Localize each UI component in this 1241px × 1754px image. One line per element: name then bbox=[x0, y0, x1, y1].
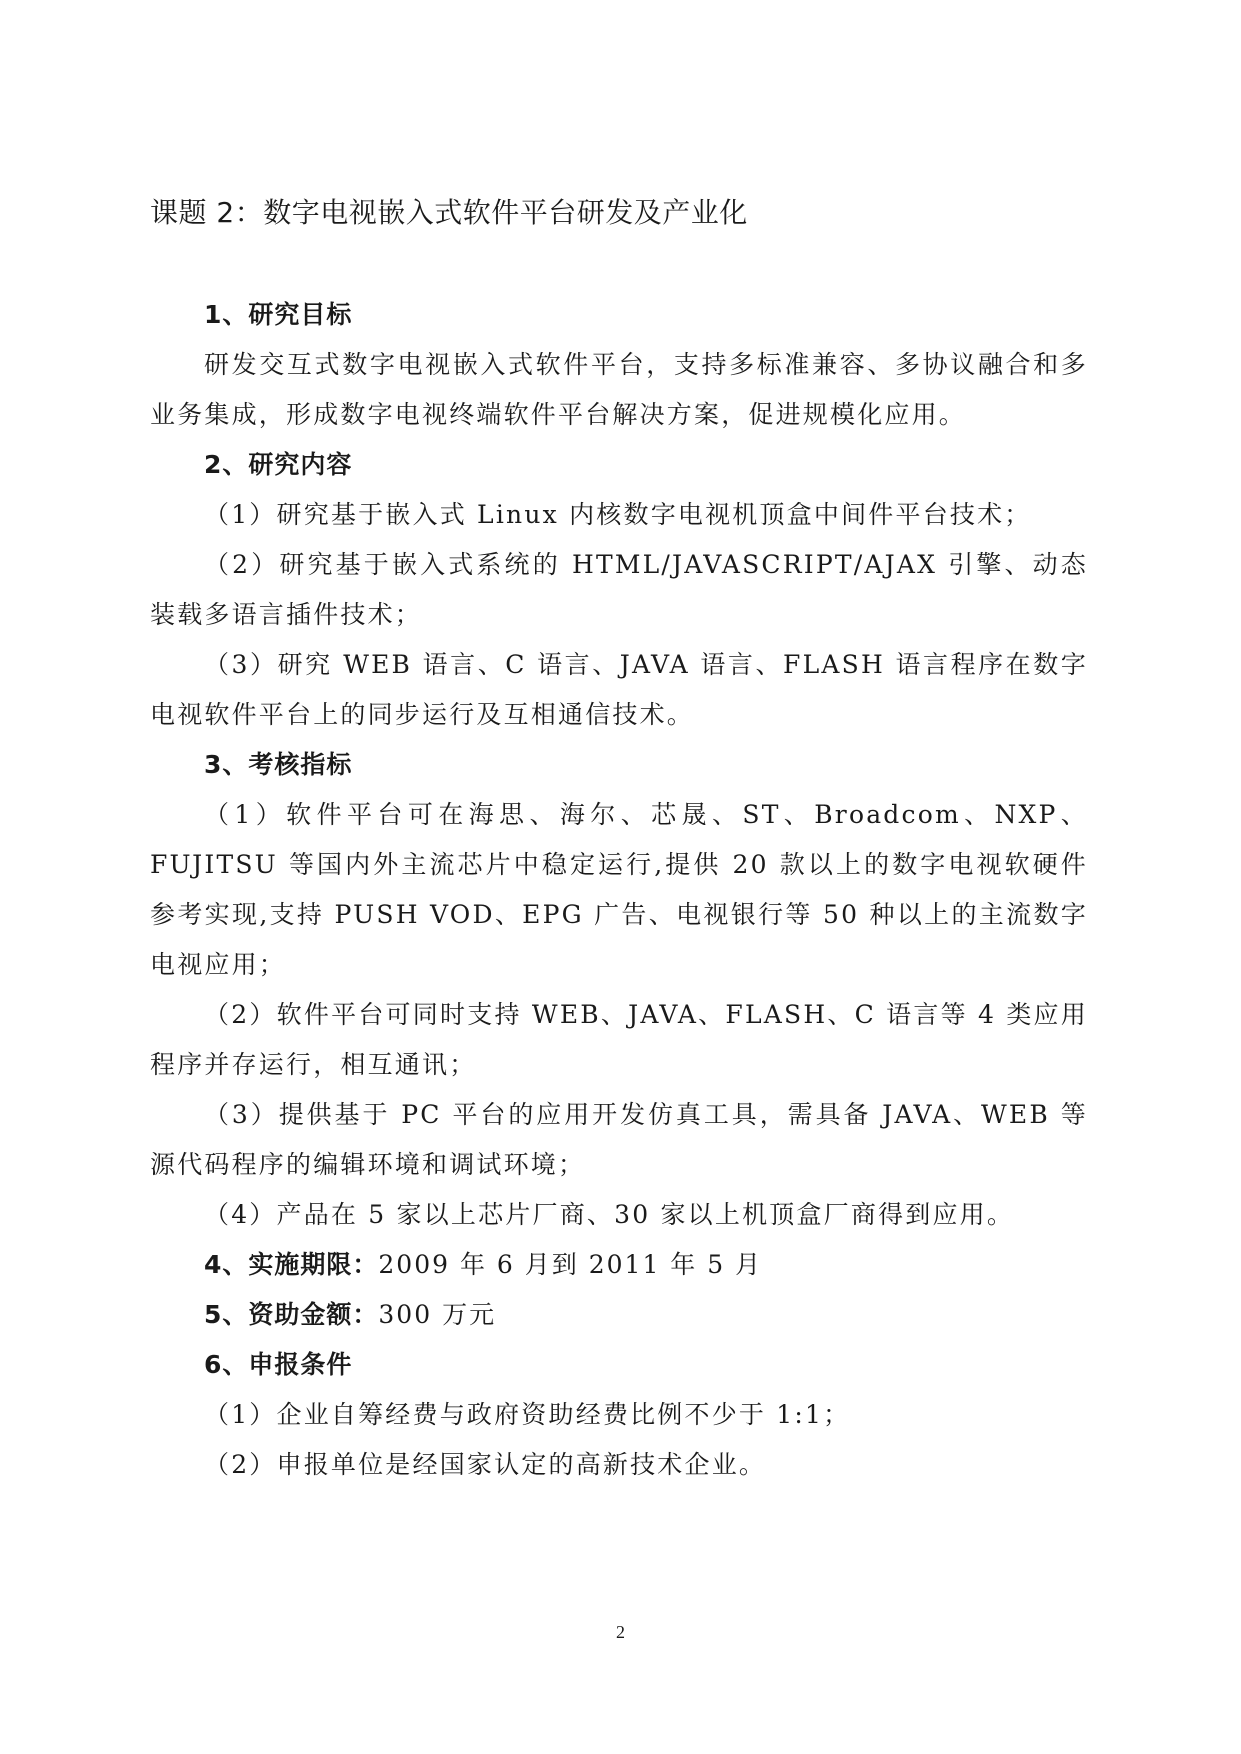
section-funding-amount bbox=[150, 1290, 1088, 1340]
section-heading-assessment-indicators: 3、考核指标 bbox=[204, 750, 353, 779]
section-heading-research-goal: 1、研究目标 bbox=[204, 300, 353, 329]
application-condition-item-1: （1）企业自筹经费与政府资助经费比例不少于 1:1； bbox=[204, 1400, 851, 1429]
page-number: 2 bbox=[616, 1622, 625, 1642]
assessment-indicator-item-4: （4）产品在 5 家以上芯片厂商、30 家以上机顶盒厂商得到应用。 bbox=[204, 1200, 1015, 1229]
research-content-item-2: （2）研究基于嵌入式系统的 HTML/JAVASCRIPT/AJAX 引擎、动态装载多语言插件技术； bbox=[150, 550, 1088, 629]
research-goal-paragraph: 研发交互式数字电视嵌入式软件平台，支持多标准兼容、多协议融合和多业务集成，形成数字电视终端软件平台解决方案，促进规模化应用。 bbox=[150, 350, 1088, 429]
assessment-indicator-item-2: （2）软件平台可同时支持 WEB、JAVA、FLASH、C 语言等 4 类应用程序并存运行，相互通讯； bbox=[150, 1000, 1088, 1079]
implementation-period-value: 2009 年 6 月到 2011 年 5 月 bbox=[378, 1250, 763, 1279]
assessment-indicator-item-1: （1）软件平台可在海思、海尔、芯晟、ST、Broadcom、NXP、FUJITSU 等国内外主流芯片中稳定运行,提供 20 款以上的数字电视软硬件参考实现,支持 PUSH VOD、EPG 广告、电视银行等 50 种以上的主流数字电视应用； bbox=[150, 800, 1088, 979]
funding-amount-label: 5、资助金额： bbox=[204, 1300, 379, 1329]
document-title: 课题 2：数字电视嵌入式软件平台研发及产业化 bbox=[150, 196, 748, 229]
assessment-indicator-item-3: （3）提供基于 PC 平台的应用开发仿真工具，需具备 JAVA、WEB 等源代码程序的编辑环境和调试环境； bbox=[150, 1100, 1088, 1179]
section-heading-application-conditions: 6、申报条件 bbox=[204, 1350, 353, 1379]
section-implementation-period bbox=[150, 1240, 1088, 1290]
implementation-period-label: 4、实施期限： bbox=[204, 1250, 379, 1279]
funding-amount-value: 300 万元 bbox=[378, 1300, 497, 1329]
document-body bbox=[150, 290, 1088, 1490]
section-heading-research-content: 2、研究内容 bbox=[204, 450, 353, 479]
research-content-item-3: （3）研究 WEB 语言、C 语言、JAVA 语言、FLASH 语言程序在数字电视软件平台上的同步运行及互相通信技术。 bbox=[150, 650, 1088, 729]
application-condition-item-2: （2）申报单位是经国家认定的高新技术企业。 bbox=[204, 1450, 767, 1479]
research-content-item-1: （1）研究基于嵌入式 Linux 内核数字电视机顶盒中间件平台技术； bbox=[204, 500, 1032, 529]
